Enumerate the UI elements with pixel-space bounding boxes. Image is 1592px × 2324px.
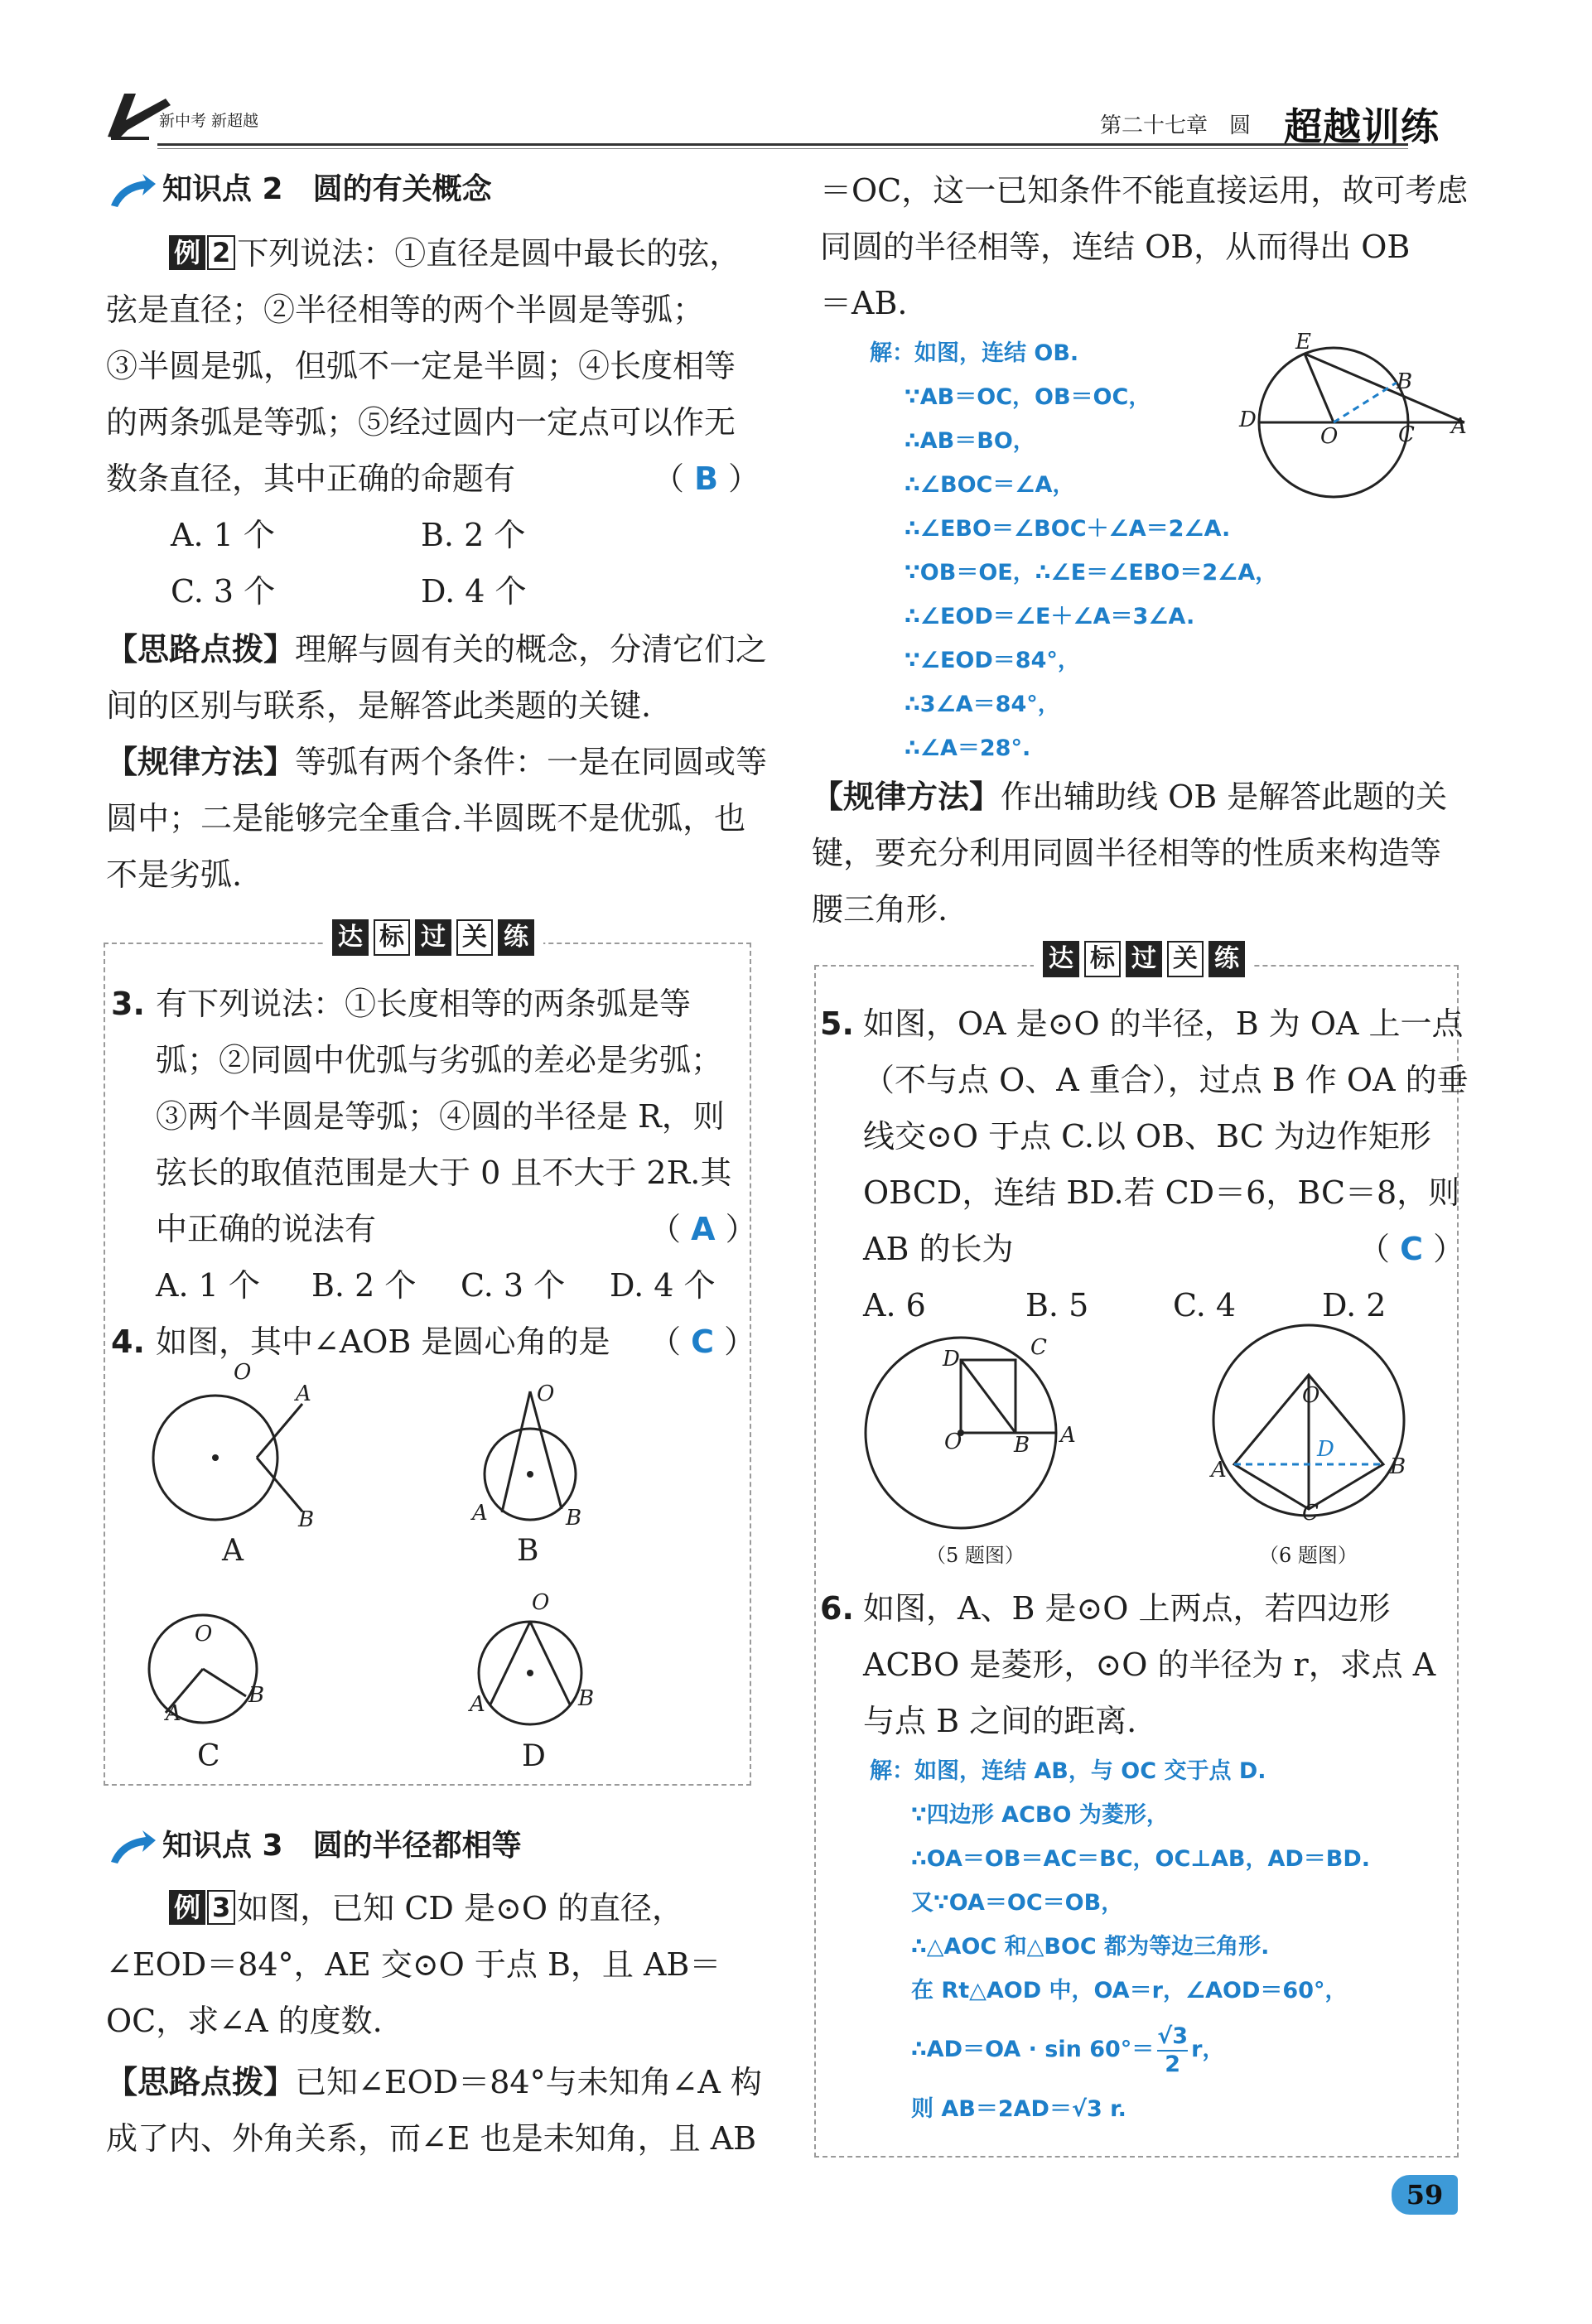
- example-2-answer: B: [694, 460, 719, 497]
- section-3-heading: [108, 1822, 522, 1865]
- header-rule: [157, 143, 1408, 146]
- question-4-number: 4.: [111, 1324, 145, 1360]
- figure-4a-label: A: [222, 1534, 244, 1568]
- header-rule-thin: [157, 148, 1408, 149]
- section-2-title: 知识点 2 圆的有关概念: [162, 172, 492, 206]
- question-6: 6. 如图，A、B 是⊙O 上两点，若四边形 ACBO 是菱形，⊙O 的半径为 r，求点 A 与点 B 之间的距离.: [820, 1580, 1458, 1749]
- question-5-number: 5.: [820, 1005, 854, 1042]
- section-arrow-icon: [108, 172, 157, 209]
- figure-4d-label: D: [522, 1739, 546, 1773]
- page-number: 59: [1392, 2175, 1458, 2215]
- hint-3-continued: ＝OC，这一已知条件不能直接运用，故可考虑 同圆的半径相等，连结 OB，从而得出 OB ＝AB.: [820, 172, 1469, 321]
- answer-bracket: （ B ）: [653, 460, 760, 497]
- figure-4b-label: B: [517, 1534, 539, 1568]
- question-5-caption: （5 题图）: [926, 1544, 1025, 1567]
- page-header: [99, 87, 1466, 153]
- figure-4a: [153, 1396, 302, 1520]
- fraction: $\frac{√3}{2}$: [1157, 2023, 1189, 2077]
- method-3: 【规律方法】作出辅助线 OB 是解答此题的关 键，要充分利用同圆半径相等的性质来构造等 腰三角形.: [812, 779, 1448, 928]
- example-number: 2: [207, 235, 235, 270]
- figure-4c-label: C: [197, 1739, 220, 1773]
- figure-4d: [479, 1622, 581, 1724]
- textbook-page: 新中考 新超越 第二十七章 圆 超越训练 知识点 2 圆的有关概念 例 2 下列说法：①直径是圆中最长的弦， 弦是直径；②半径相等的两个半圆是等弧； ③半圆是弧，但弧不一定是半圆；④长度相等 的两条弧是等弧；⑤经过圆内一定点可以作无 数条直径，其中正确的命题有 （ B ） A. 1 个 B. 2 个 C. 3 个 D. 4 个 【思路点拨】理解与圆有关的概念，分清它们之 间的区别与联系，是解答此类题的关键. 【规律方法】等弧有两个条件：一是在同圆或等 圆中；二是能够完全重合.半圆既不是优弧，也 不是劣弧. 达 标 过 关 练 3. 有下列说法：①长度相等的两条弧是等 弧；②同圆中优弧与劣弧的差必是劣弧； ③两个半圆是等弧；④圆的半径是 R，则 弦长的取值范围是大于 0 且不大于 2R.其 中正确的说法有 （ A ） A. 1 个 B. 2 个 C. 3 个 D. 4 个 4. 如图，其中∠AOB 是圆心角的是 （ C ） O A B O A B O A B O A B A B C D 知识点 3 圆的半径都相等 例 3 如图，已知 CD 是⊙O 的直径， ∠EOD＝84°，AE 交⊙O 于点 B，且 AB＝ OC，求∠A 的度数. 【思路点拨】已知∠EOD＝84°与未知角∠A 构 成了内、外角关系，而∠E 也是未知角，且 AB ＝OC，这一已知条件不能直接运用，故可考虑 同圆的半径相等，连结 OB，从而得出 OB ＝AB. 解：如图，连结 OB. ∵AB＝OC，OB＝OC， ∴AB＝BO， ∴∠BOC＝∠A， ∴∠EBO＝∠BOC＋∠A＝2∠A. ∵OB＝OE，∴∠E＝∠EBO＝2∠A， ∴∠EOD＝∠E＋∠A＝3∠A. ∵∠EOD＝84°， ∴3∠A＝84°， ∴∠A＝28°. E B D O C A 【规律方法】作出辅助线 OB 是解答此题的关 键，要充分利用同圆半径相等的性质来构造等 腰三角形. 达 标 过 关 练 5. 如图，OA 是⊙O 的半径，B 为 OA 上一点 （不与点 O、A 重合），过点 B 作 OA 的垂 线交⊙O 于点 C.以 OB、BC 为边作矩形 OBCD，连结 BD.若 CD＝6，BC＝8，则 AB 的长为 （ C ） A. 6 B. 5 C. 4 D. 2 D C O B A （5 题图） O D A B C （6 题图） 6. 如图，A、B 是⊙O 上两点，若四边形 ACBO 是菱形，⊙O 的半径为 r，求点 A 与点 B 之间的距离. 解：如图，连结 AB，与 OC 交于点 D. ∵四边形 ACBO 为菱形， ∴OA＝OB＝AC＝BC，OC⊥AB，AD＝BD. 又∵OA＝OC＝OB， ∴△AOC 和△BOC 都为等边三角形. 在 Rt△AOD 中，OA＝r，∠AOD＝60°， ∴AD＝OA · sin 60°＝ $\frac{√3}{2}$ r， 则 AB＝2AD＝√3 r. 59: [0, 0, 1592, 2324]
- example-2: [106, 225, 760, 620]
- example-2-line-3: ③半圆是弧，但弧不一定是半圆；④长度相等: [106, 348, 736, 384]
- example-tag: 例: [169, 235, 205, 270]
- series-title: 超越训练: [1284, 104, 1440, 149]
- example-2-line-1: 例 2 下列说法：①直径是圆中最长的弦，: [106, 225, 760, 282]
- question-3-answer: A: [691, 1211, 716, 1247]
- section-arrow-icon: [108, 1829, 157, 1865]
- question-6-solution: 解：如图，连结 AB，与 OC 交于点 D. ∵四边形 ACBO 为菱形， ∴OA＝OB＝AC＝BC，OC⊥AB，AD＝BD. 又∵OA＝OC＝OB， ∴△AOC 和△BOC 都为等边三角形. 在 Rt△AOD 中，OA＝r，∠AOD＝60°， ∴AD＝OA · sin 60°＝ $\frac{√3}{2}$ r， 则 AB＝2AD＝√3 r.: [870, 1758, 1371, 2122]
- example-2-options-row-2: C. 3 个 D. 4 个: [171, 573, 527, 610]
- question-3-number: 3.: [111, 986, 145, 1022]
- practice-title-right: 达 标 过 关 练: [1034, 941, 1254, 977]
- hint-2: 【思路点拨】理解与圆有关的概念，分清它们之 间的区别与联系，是解答此类题的关键.: [106, 631, 768, 724]
- example-2-line-5: 数条直径，其中正确的命题有 （ B ）: [106, 451, 760, 507]
- example-3-solution: 解：如图，连结 OB. ∵AB＝OC，OB＝OC， ∴AB＝BO， ∴∠BOC＝∠A， ∴∠EBO＝∠BOC＋∠A＝2∠A. ∵OB＝OE，∴∠E＝∠EBO＝2∠A， ∴∠EOD＝∠E＋∠A＝3∠A. ∵∠EOD＝84°， ∴3∠A＝84°， ∴∠A＝28°.: [870, 340, 1278, 761]
- brand-text: 新中考 新超越: [159, 112, 259, 130]
- question-3-options: A. 1 个 B. 2 个 C. 3 个 D. 4 个: [156, 1267, 716, 1304]
- question-5-options: A. 6 B. 5 C. 4 D. 2: [863, 1287, 1387, 1324]
- hint-3: 【思路点拨】已知∠EOD＝84°与未知角∠A 构 成了内、外角关系，而∠E 也是未知角，且 AB: [106, 2064, 762, 2157]
- example-2-line-4: 的两条弧是等弧；⑤经过圆内一定点可以作无: [106, 404, 736, 441]
- question-4-figures: [133, 1367, 712, 1781]
- example-3: 例 3 如图，已知 CD 是⊙O 的直径， ∠EOD＝84°，AE 交⊙O 于点 B，且 AB＝ OC，求∠A 的度数.: [106, 1890, 721, 2039]
- chapter-title: 第二十七章 圆: [1100, 113, 1252, 138]
- practice-title-left: 达 标 过 关 练: [323, 919, 543, 956]
- example-2-line-2: 弦是直径；②半径相等的两个半圆是等弧；: [106, 292, 705, 328]
- example-2-options-row-1: A. 1 个 B. 2 个: [171, 517, 526, 553]
- question-6-caption: （6 题图）: [1259, 1544, 1358, 1567]
- question-4-answer: C: [691, 1324, 714, 1360]
- section-2-heading: [108, 166, 492, 209]
- method-2: 【规律方法】等弧有两个条件：一是在同圆或等 圆中；二是能够完全重合.半圆既不是优弧，也 不是劣弧.: [106, 744, 768, 893]
- question-3: 3. 有下列说法：①长度相等的两条弧是等 弧；②同圆中优弧与劣弧的差必是劣弧； ③两个半圆是等弧；④圆的半径是 R，则 弦长的取值范围是大于 0 且不大于 2R.其 中正确的说法有 （ A ） A. 1 个 B. 2 个 C. 3 个 D. 4 个 4. 如图，其中∠AOB 是圆心角的是 （ C ）: [111, 976, 749, 1370]
- figure-4b: [485, 1391, 576, 1520]
- section-3-title: 知识点 3 圆的半径都相等: [162, 1829, 522, 1863]
- question-5-answer: C: [1400, 1231, 1423, 1267]
- question-5: 5. 如图，OA 是⊙O 的半径，B 为 OA 上一点 （不与点 O、A 重合），过点 B 作 OA 的垂 线交⊙O 于点 C.以 OB、BC 为边作矩形 OBCD，连结 BD.若 CD＝6，BC＝8，则 AB 的长为 （ C ） A. 6 B. 5 C. 4 D. 2: [820, 996, 1458, 1333]
- question-6-number: 6.: [820, 1590, 854, 1627]
